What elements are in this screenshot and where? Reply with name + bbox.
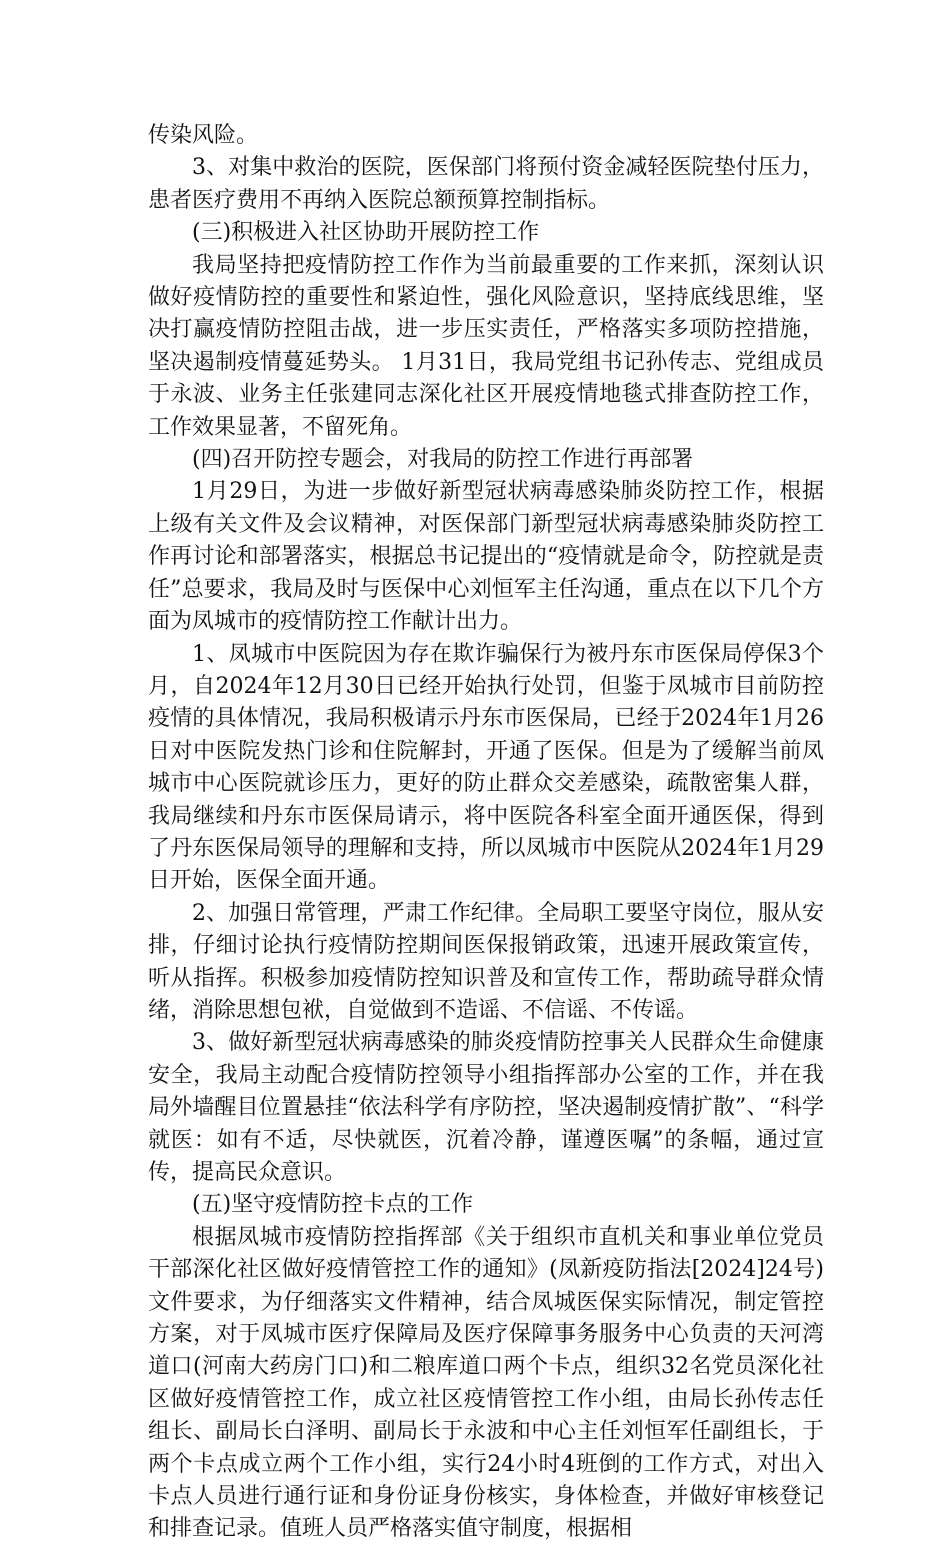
paragraph-hospital-prepayment: 3、对集中救治的医院，医保部门将预付资金减轻医院垫付压力，患者医疗费用不再纳入医院总额预算控制指标。 xyxy=(148,155,824,213)
section-heading-5: (五)坚守疫情防控卡点的工作 xyxy=(192,1192,474,1218)
paragraph-item-3: 3、做好新型冠状病毒感染的肺炎疫情防控事关人民群众生命健康安全，我局主动配合疫情防控领导小组指挥部办公室的工作，并在我局外墙醒目位置悬挂“依法科学有序防控，坚决遏制疫情扩散”、“科学就医：如有不适，尽快就医，沉着冷静，谨遵医嘱”的条幅，通过宣传，提高民众意识。 xyxy=(148,1030,824,1185)
paragraph-meeting: 1月29日，为进一步做好新型冠状病毒感染肺炎防控工作，根据上级有关文件及会议精神，对医保部门新型冠状病毒感染肺炎防控工作再讨论和部署落实，根据总书记提出的“疫情就是命令，防控就是责任”总要求，我局及时与医保中心刘恒军主任沟通，重点在以下几个方面为凤城市的疫情防控工作献计出力。 xyxy=(148,479,824,635)
paragraph-community-control: 我局坚持把疫情防控工作作为当前最重要的工作来抓，深刻认识做好疫情防控的重要性和紧迫性，强化风险意识，坚持底线思维，坚决打赢疫情防控阻击战，进一步压实责任，严格落实多项防控措施，坚决遏制疫情蔓延势头。 1月31日，我局党组书记孙传志、党组成员于永波、业务主任张建同志深化社区开展疫情地毯式排查防控工作，工作效果显著，不留死角。 xyxy=(148,252,824,440)
document-page xyxy=(148,120,824,1546)
paragraph-item-2: 2、加强日常管理，严肃工作纪律。全局职工要坚守岗位，服从安排，仔细讨论执行疫情防控期间医保报销政策，迅速开展政策宣传，听从指挥。积极参加疫情防控知识普及和宣传工作，帮助疏导群众情绪，消除思想包袱，自觉做到不造谣、不信谣、不传谣。 xyxy=(148,900,824,1023)
section-heading-3: (三)积极进入社区协助开展防控工作 xyxy=(192,220,540,246)
paragraph-checkpoint-work: 根据凤城市疫情防控指挥部《关于组织市直机关和事业单位党员干部深化社区做好疫情管控工作的通知》(凤新疫防指法[2024]24号)文件要求，为仔细落实文件精神，结合凤城医保实际情况，制定管控方案，对于凤城市医疗保障局及医疗保障事务服务中心负责的天河湾道口(河南大药房门口)和二粮库道口两个卡点，组织32名党员深化社区做好疫情管控工作，成立社区疫情管控工作小组，由局长孙传志任组长、副局长白泽明、副局长于永波和中心主任刘恒军任副组长，于两个卡点成立两个工作小组，实行24小时4班倒的工作方式，对出入卡点人员进行通行证和身份证身份核实，身体检查，并做好审核登记和排查记录。值班人员严格落实值守制度，根据相 xyxy=(148,1224,824,1542)
paragraph-item-1: 1、凤城市中医院因为存在欺诈骗保行为被丹东市医保局停保3个月，自2024年12月30日已经开始执行处罚，但鉴于凤城市目前防控疫情的具体情况，我局积极请示丹东市医保局，已经于2024年1月26日对中医院发热门诊和住院解封，开通了医保。但是为了缓解当前凤城市中心医院就诊压力，更好的防止群众交差感染，疏散密集人群，我局继续和丹东市医保局请示，将中医院各科室全面开通医保，得到了丹东医保局领导的理解和支持，所以凤城市中医院从2024年1月29日开始，医保全面开通。 xyxy=(148,641,824,894)
paragraph-continuation: 传染风险。 xyxy=(148,123,259,148)
section-heading-4: (四)召开防控专题会，对我局的防控工作进行再部署 xyxy=(192,447,694,473)
